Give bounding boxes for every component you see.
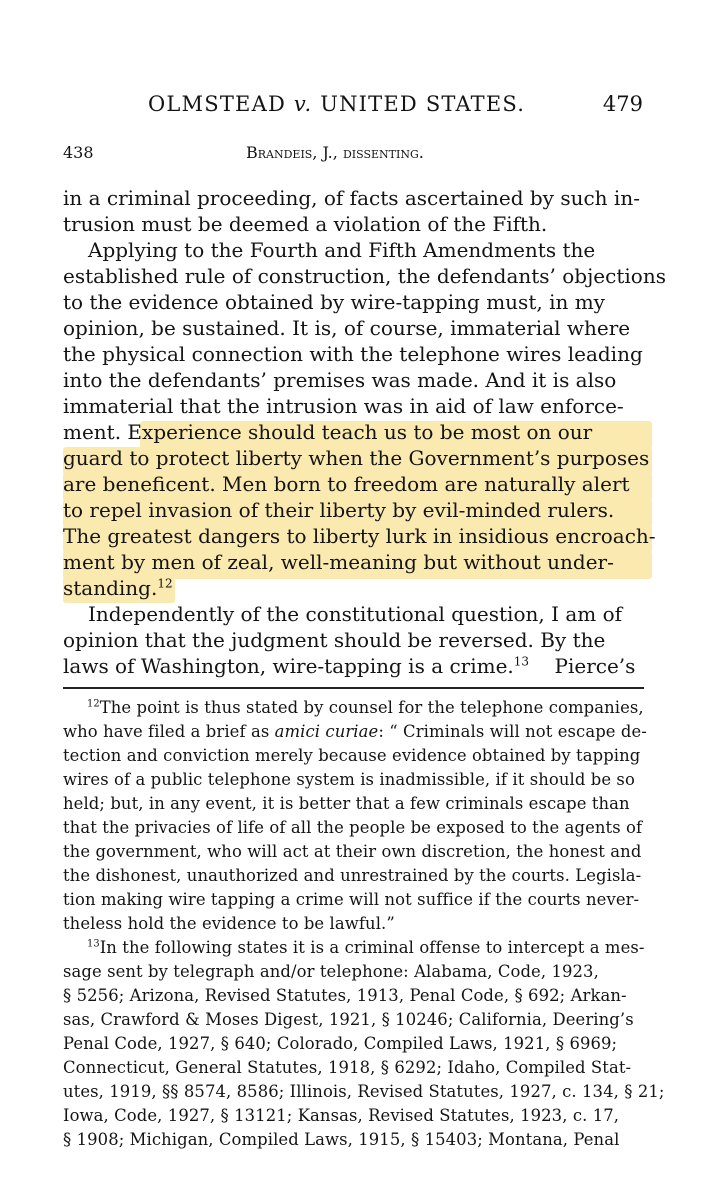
footnote-line bbox=[87, 698, 644, 717]
body-line: Applying to the Fourth and Fifth Amendments the bbox=[88, 238, 596, 262]
body-line: The greatest dangers to liberty lurk in insidious encroach- bbox=[63, 524, 656, 548]
footnote-line: § 1908; Michigan, Compiled Laws, 1915, § 15403; Montana, Penal bbox=[63, 1130, 620, 1149]
body-text: laws of Washington, wire-tapping is a crime. bbox=[63, 654, 514, 678]
footnote-line: the government, who will act at their own discretion, the honest and bbox=[63, 842, 642, 861]
italic-phrase: amici curiae bbox=[274, 722, 379, 741]
footnote-line: Connecticut, General Statutes, 1918, § 6292; Idaho, Compiled Stat- bbox=[63, 1058, 632, 1077]
body-line: guard to protect liberty when the Government’s purposes bbox=[63, 446, 650, 470]
footnote-divider bbox=[63, 687, 644, 689]
body-line: ment by men of zeal, well-meaning but without under- bbox=[63, 550, 614, 574]
footnote-line: wires of a public telephone system is inadmissible, if it should be so bbox=[63, 770, 635, 789]
body-line: in a criminal proceeding, of facts ascertained by such in- bbox=[63, 186, 640, 210]
body-line: into the defendants’ premises was made. And it is also bbox=[63, 368, 617, 392]
body-line: established rule of construction, the defendants’ objections bbox=[63, 264, 666, 288]
footnote-text: The point is thus stated by counsel for the telephone companies, bbox=[99, 698, 644, 717]
footnote-line: sas, Crawford & Moses Digest, 1921, § 10246; California, Deering’s bbox=[63, 1010, 634, 1029]
body-line: are beneficent. Men born to freedom are naturally alert bbox=[63, 472, 630, 496]
body-line bbox=[63, 654, 635, 678]
body-line: trusion must be deemed a violation of the Fifth. bbox=[63, 212, 548, 236]
footnote-line: tection and conviction merely because evidence obtained by tapping bbox=[63, 746, 641, 765]
page-number: 479 bbox=[602, 92, 643, 116]
italic-versus: v. bbox=[293, 92, 313, 116]
body-line: ment. Experience should teach us to be most on our bbox=[63, 420, 593, 444]
footnote-marker-12: 12 bbox=[87, 698, 100, 710]
body-text: standing. bbox=[63, 576, 158, 600]
case-page-number: 438 bbox=[63, 143, 94, 162]
body-text-spacer bbox=[529, 654, 554, 678]
body-line: to repel invasion of their liberty by evil-minded rulers. bbox=[63, 498, 615, 522]
footnote-line: utes, 1919, §§ 8574, 8586; Illinois, Revised Statutes, 1927, c. 134, § 21; bbox=[63, 1082, 665, 1101]
body-line: the physical connection with the telephone wires leading bbox=[63, 342, 643, 366]
body-line: immaterial that the intrusion was in aid of law enforce- bbox=[63, 394, 624, 418]
body-line: Independently of the constitutional question, I am of bbox=[88, 602, 623, 626]
body-text: Pierce’s bbox=[554, 654, 636, 678]
running-title: OLMSTEAD v. UNITED STATES. bbox=[148, 92, 526, 116]
footnote-line: theless hold the evidence to be lawful.” bbox=[63, 914, 395, 933]
footnote-line: the dishonest, unauthorized and unrestrained by the courts. Legisla- bbox=[63, 866, 642, 885]
body-line: opinion, be sustained. It is, of course, immaterial where bbox=[63, 316, 631, 340]
footnote-line: that the privacies of life of all the people be exposed to the agents of bbox=[63, 818, 643, 837]
body-line bbox=[63, 576, 173, 600]
footnote-ref-13[interactable]: 13 bbox=[513, 654, 530, 669]
body-line: to the evidence obtained by wire-tapping must, in my bbox=[63, 290, 605, 314]
body-line: opinion that the judgment should be reversed. By the bbox=[63, 628, 606, 652]
footnote-line bbox=[87, 938, 645, 957]
opinion-label: Brandeis, J., dissenting. bbox=[246, 143, 424, 162]
footnote-text: In the following states it is a criminal offense to intercept a mes- bbox=[99, 938, 645, 957]
footnote-line: held; but, in any event, it is better that a few criminals escape than bbox=[63, 794, 630, 813]
footnote-line: tion making wire tapping a crime will not suffice if the courts never- bbox=[63, 890, 640, 909]
footnote-line: § 5256; Arizona, Revised Statutes, 1913, Penal Code, § 692; Arkan- bbox=[63, 986, 627, 1005]
footnote-line: Iowa, Code, 1927, § 13121; Kansas, Revised Statutes, 1923, c. 17, bbox=[63, 1106, 620, 1125]
footnote-line: sage sent by telegraph and/or telephone: Alabama, Code, 1923, bbox=[63, 962, 599, 981]
footnote-marker-13: 13 bbox=[87, 938, 100, 950]
footnote-line: who have filed a brief as amici curiae: “ Criminals will not escape de- bbox=[63, 722, 647, 741]
footnote-line: Penal Code, 1927, § 640; Colorado, Compiled Laws, 1921, § 6969; bbox=[63, 1034, 618, 1053]
footnote-ref-12[interactable]: 12 bbox=[157, 576, 173, 591]
